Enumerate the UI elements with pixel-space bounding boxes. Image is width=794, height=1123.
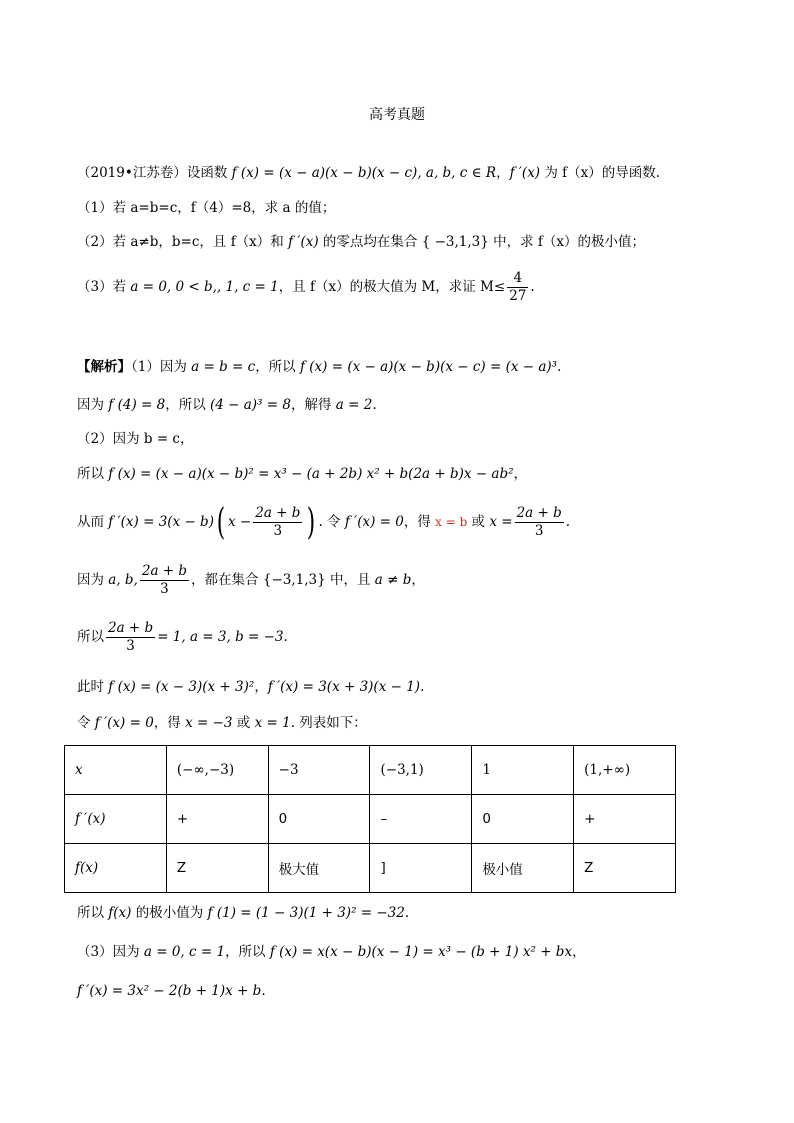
- solution-label: 【解析】: [77, 359, 131, 375]
- cell-text: +: [584, 811, 596, 827]
- l8-expr2: f ′(x) = 3(x + 3)(x − 1): [267, 679, 421, 695]
- part3-mid: ，且 f（x）的极大值为 M，求证 M≤: [278, 279, 506, 295]
- intro-function: f (x) = (x − a)(x − b)(x − c), a, b, c ∈ R: [231, 165, 497, 181]
- l5-end: .: [565, 514, 571, 530]
- table-cell: [472, 795, 574, 844]
- l5-red-highlight: x = b: [435, 515, 468, 529]
- l1-eq: a = b = c: [191, 359, 256, 375]
- table-cell: [65, 746, 167, 795]
- cell-text: 0: [278, 811, 288, 827]
- table-cell: [65, 795, 167, 844]
- table-cell: [574, 746, 676, 795]
- l2-eq: f (4) = 8: [108, 397, 166, 413]
- problem-intro: [77, 164, 660, 182]
- l10-end: .: [404, 905, 410, 921]
- part3-condition: a = 0, 0 < b,, 1, c = 1: [130, 279, 279, 295]
- table-cell: [370, 844, 472, 893]
- l10-text: 所以: [77, 905, 109, 921]
- l8-expr1: f (x) = (x − 3)(x + 3)²: [108, 679, 255, 695]
- cell-text: –: [380, 811, 388, 827]
- l4-expr: f (x) = (x − a)(x − b)² = x³ − (a + 2b) x² + b(2a + b)x − ab²: [108, 466, 514, 482]
- l5-fraction: [253, 505, 302, 540]
- l10-expr: f (1) = (1 − 3)(1 + 3)² = −32: [207, 905, 405, 921]
- l10-mid: 的极小值为: [131, 905, 208, 921]
- l2-result: a = 2: [335, 397, 373, 413]
- l7-text: 所以: [77, 629, 104, 645]
- l12-end: .: [261, 983, 266, 999]
- l5-frac-num: 2a + b: [255, 505, 301, 521]
- l9-x1: x = −3: [185, 715, 233, 731]
- table-cell: [166, 844, 268, 893]
- table-cell: [268, 795, 370, 844]
- l6-mid2: 中，且: [325, 572, 375, 588]
- l9-mid: ，得: [153, 715, 186, 731]
- l5-frac-den: 3: [253, 522, 302, 540]
- l5-frac2-den: 3: [515, 522, 564, 540]
- l7-frac-den: 3: [106, 637, 155, 655]
- l5-or: 或: [467, 514, 490, 530]
- cell-text: 极大值: [278, 862, 320, 878]
- problem-part2: [77, 233, 645, 251]
- table-cell: [472, 746, 574, 795]
- part2-set: { −3,1,3}: [421, 234, 489, 250]
- l11-text: （3）因为: [77, 944, 144, 960]
- cell-text: (1,+∞): [584, 762, 631, 778]
- l2-expr: (4 − a)³ = 8: [210, 397, 291, 413]
- cell-text: Z: [176, 860, 187, 876]
- table-cell: [370, 746, 472, 795]
- l4-text: 所以: [77, 466, 109, 482]
- l11-expr: f (x) = x(x − b)(x − 1) = x³ − (b + 1) x² + bx: [269, 944, 573, 960]
- cell-text: 极小值: [482, 862, 523, 878]
- l9-eq: f ′(x) = 0: [94, 715, 154, 731]
- l6-fraction: [140, 563, 189, 598]
- l7-rest: = 1, a = 3, b = −3: [157, 629, 284, 645]
- solution-line-5: [77, 500, 570, 544]
- l5-frac2-num: 2a + b: [516, 505, 562, 521]
- cell-text: 1: [482, 762, 491, 778]
- l5-fraction-2: [515, 505, 564, 540]
- table-cell: [370, 795, 472, 844]
- part2-prefix: （2）若 a≠b，b=c，且 f（x）和: [77, 234, 289, 250]
- l1-expr: f (x) = (x − a)(x − b)(x − c) = (x − a)³: [299, 359, 558, 375]
- table-row: [65, 844, 676, 893]
- solution-line-7: [77, 617, 288, 657]
- solution-line-6: [77, 560, 425, 600]
- sign-table: [64, 745, 676, 893]
- l8-sep: ，: [254, 679, 268, 695]
- l9-x2: x = 1: [254, 715, 291, 731]
- l12-expr: f ′(x) = 3x² − 2(b + 1)x + b: [77, 983, 262, 999]
- cell-text: −3: [278, 762, 299, 778]
- part3-frac-den: 27: [509, 288, 527, 304]
- cell-text: (−∞,−3): [176, 762, 235, 778]
- l5-text: 从而: [77, 514, 109, 530]
- cell-text: +: [176, 811, 189, 827]
- intro-suffix: 为 f（x）的导函数.: [540, 165, 661, 181]
- l5-eq0: f ′(x) = 0: [344, 514, 404, 530]
- l1-end: .: [557, 359, 562, 375]
- table-cell: [166, 746, 268, 795]
- table-cell: [574, 844, 676, 893]
- solution-line-3: （2）因为 b = c，: [77, 431, 194, 447]
- part2-suffix: 中，求 f（x）的极小值；: [488, 234, 646, 250]
- l5-expr: f ′(x) = 3(x − b): [108, 514, 214, 530]
- l10-fx: f(x): [108, 905, 132, 921]
- part3-fraction: [507, 270, 528, 305]
- l7-frac-num: 2a + b: [108, 620, 154, 636]
- part2-derivative: f ′(x): [288, 234, 319, 250]
- l6-vars: a, b,: [108, 572, 138, 588]
- cell-text: Z: [584, 860, 594, 876]
- l8-text: 此时: [77, 679, 109, 695]
- l8-end: .: [420, 679, 425, 695]
- l1-text: （1）因为: [131, 359, 192, 375]
- l5-left-paren: (: [216, 501, 226, 543]
- l11-end: ，: [572, 944, 586, 960]
- table-cell: [472, 844, 574, 893]
- cell-text: x: [75, 762, 83, 778]
- cell-text: ]: [380, 860, 386, 876]
- part3-frac-num: 4: [513, 270, 523, 286]
- solution-line-1: [77, 358, 561, 376]
- l6-frac-den: 3: [140, 580, 189, 598]
- intro-prefix: （2019•江苏卷）设函数: [77, 165, 232, 181]
- solution-line-12: [77, 982, 266, 1000]
- l4-end: ，: [513, 466, 528, 482]
- solution-line-9: [77, 714, 367, 732]
- l9-or: 或: [232, 715, 255, 731]
- l6-neq: a ≠ b: [374, 572, 412, 588]
- l5-inner: x −: [228, 514, 252, 530]
- table-cell: [574, 795, 676, 844]
- solution-line-2: [77, 396, 377, 414]
- l2-mid: ，所以: [165, 397, 210, 413]
- l5-mid: . 令: [318, 514, 345, 530]
- l5-right-paren: ): [307, 501, 316, 543]
- table-cell: [65, 844, 167, 893]
- cell-text: f(x): [75, 860, 99, 876]
- solution-line-10: [77, 904, 409, 922]
- l6-frac-num: 2a + b: [141, 563, 188, 579]
- part3-prefix: （3）若: [77, 279, 131, 295]
- l7-fraction: [106, 620, 155, 655]
- l6-end: ，: [411, 572, 425, 588]
- solution-line-8: [77, 678, 424, 696]
- table-row: [65, 746, 676, 795]
- solution-line-11: [77, 943, 586, 961]
- l1-mid: ，所以: [255, 359, 300, 375]
- cell-text: 0: [482, 811, 491, 827]
- l2-mid2: ，解得: [290, 397, 336, 413]
- l11-mid: ，所以: [225, 944, 270, 960]
- l5-mid2: ，得: [403, 514, 436, 530]
- l5-x: x =: [489, 514, 513, 530]
- table-cell: [268, 844, 370, 893]
- part2-mid: 的零点均在集合: [318, 234, 422, 250]
- l6-set: {−3,1,3}: [262, 572, 326, 588]
- cell-text: f ′(x): [75, 811, 106, 827]
- l11-cond: a = 0, c = 1: [143, 944, 226, 960]
- problem-part1: （1）若 a=b=c，f（4）=8，求 a 的值；: [77, 200, 336, 216]
- l2-end: .: [372, 397, 377, 413]
- l6-text: 因为: [77, 572, 109, 588]
- intro-derivative: f ′(x): [509, 165, 541, 181]
- problem-part3: [77, 270, 535, 305]
- part3-suffix: .: [530, 279, 535, 295]
- l9-text: 令: [77, 715, 95, 731]
- l7-end: .: [283, 629, 288, 645]
- l2-text: 因为: [77, 397, 109, 413]
- page-title: 高考真题: [369, 107, 425, 123]
- table-row: [65, 795, 676, 844]
- table-cell: [166, 795, 268, 844]
- l6-mid: ，都在集合: [191, 572, 263, 588]
- intro-mid: ，: [496, 165, 510, 181]
- cell-text: (−3,1): [380, 762, 424, 778]
- table-cell: [268, 746, 370, 795]
- solution-line-4: [77, 465, 527, 483]
- l9-end: . 列表如下：: [290, 715, 367, 731]
